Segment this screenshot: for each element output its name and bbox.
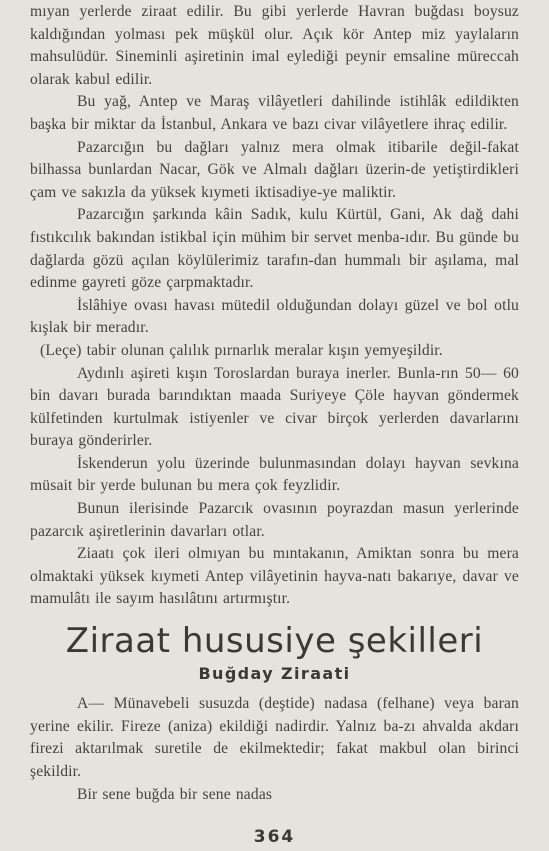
paragraph: Bu yağ, Antep ve Maraş vilâyetleri dahilinde istihlâk edildikten başka bir miktar da İstanbul, Ankara ve bazı civar vilâyetlere ihraç edilir. [30,93,519,133]
paragraph: mıyan yerlerde ziraat edilir. Bu gibi yerlerde Havran buğdası boysuz kaldığından yolması pek müşkül olur. Açık kör Antep miz yaylaların mahsulüdür. Sineminli aşiretinin imal eylediği peynir emsaline müreccah olarak kabul edilir. [30,3,519,88]
page-body [30,1,519,806]
subsection-title: Buğday Ziraati [198,663,351,683]
paragraph: İslâhiye ovası havası mütedil olduğundan dolayı güzel ve bol otlu kışlak bir meradır. [30,296,519,337]
paragraph: İskenderun yolu üzerinde bulunmasından dolayı hayvan sevkına müsait bir yerde bulunan bu mera çok feyzlidir. [30,454,519,495]
paragraph: Pazarcığın şarkında kâin Sadık, kulu Kürtül, Gani, Ak dağ dahi fıstıkcılık bakından istikbal için mühim bir servet menba-ıdır. Bu günde bu dağlarda gözü açılan köylülerimiz tarafın-dan hummalı bir aşılama, mal edinme gayreti göze çarpmaktadır. [30,206,519,292]
paragraph: Bunun ilerisinde Pazarcık ovasının poyrazdan masun yerlerinde pazarcık aşiretlerinin davarları otlar. [30,500,519,540]
paragraph: Aydınlı aşireti kışın Toroslardan buraya inerler. Bunla-rın 50— 60 bin davarı burada barındıktan maada Suriyeye Çöle hayvan göndermek külfetinden kurtulmak istiyenler ve civar birçok yerlerden davarlarını buraya gönderirler. [30,364,519,450]
page-number: 364 [253,827,296,847]
paragraph: A— Münavebeli susuzda (deştide) nadasa (felhane) veya baran yerine ekilir. Fireze (aniza) ekildiği nadirdir. Yalnız ba-zı ahvalda akdarı firezi aktarılmak suretile de ekilmektedir; fakat makbul olan birinci şekildir. [30,695,519,780]
section-title: Ziraat hususiye şekilleri [65,621,484,662]
book-page [0,1,549,851]
paragraph: Ziaatı çok ileri olmıyan bu mıntakanın, Amiktan sonra bu mera olmaktaki yüksek kıymeti Antep vilâyetinin hayva-natı bakarıye, davar ve mamulâtı ile sayım hasılâtını artırmıştır. [30,545,519,608]
paragraph: (Leçe) tabir olunan çalılık pırnarlık meralar kışın yemyeşildir. [40,341,443,359]
paragraph: Bir sene buğda bir sene nadas [77,785,273,803]
paragraph: Pazarcığın bu dağları yalnız mera olmak itibarile değil-fakat bilhassa bunlardan Nacar, Gök ve Almalı dağları üzerin-de yetiştirdikleri çam ve sakızla da yüksek kıymeti iktisadiye-ye maliktir. [30,138,519,201]
